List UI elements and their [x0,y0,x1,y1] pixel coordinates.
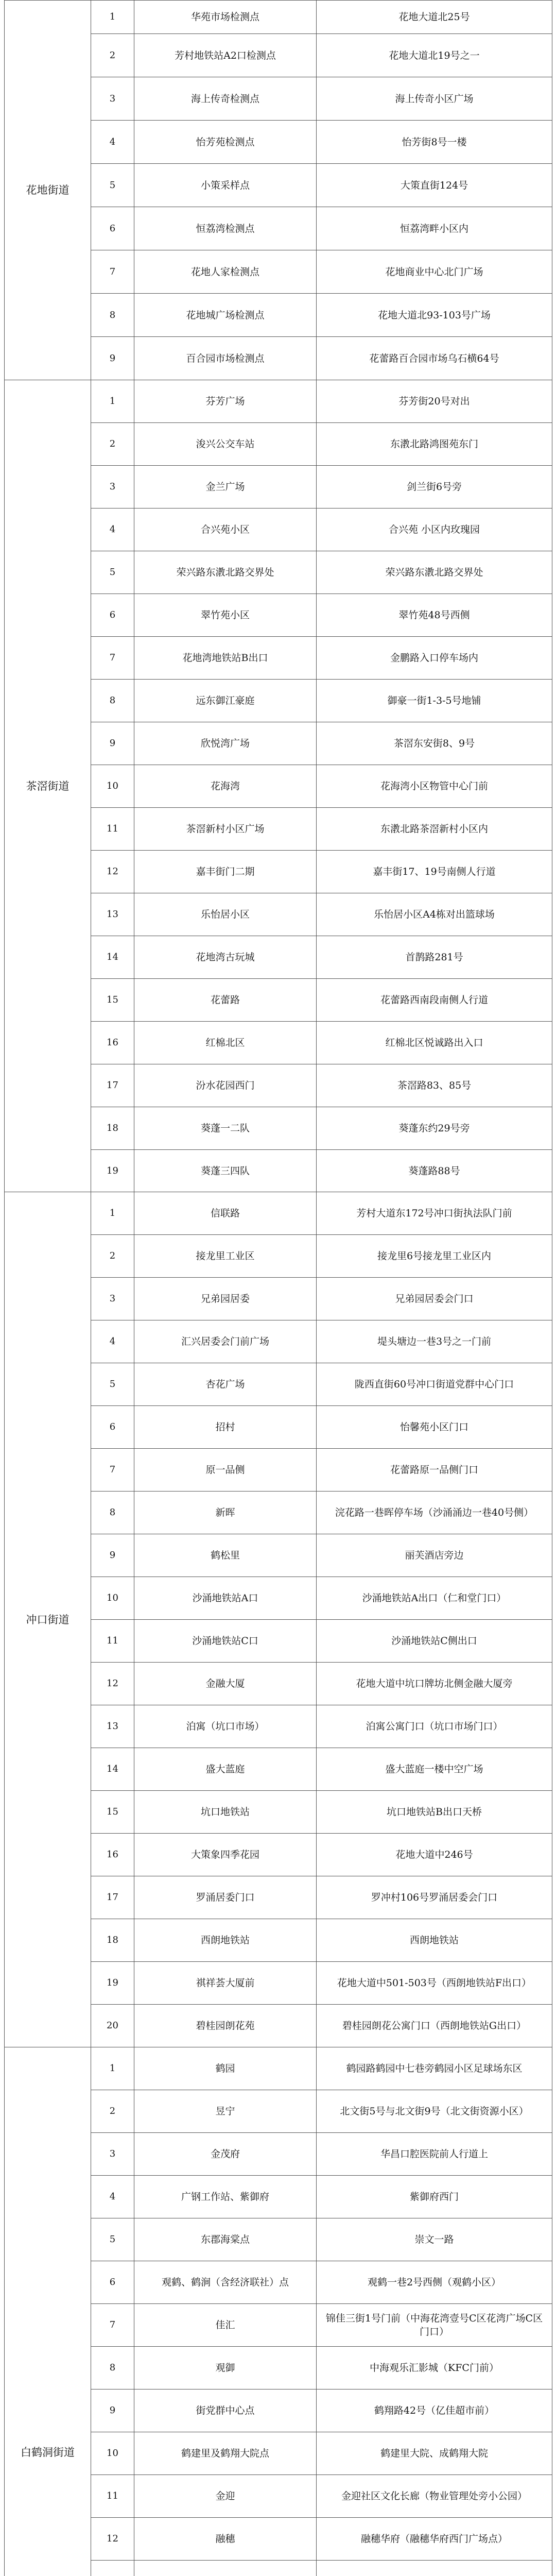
row-number-cell: 2 [91,2090,134,2133]
row-number-cell: 1 [91,2047,134,2090]
row-number-cell: 5 [91,551,134,594]
site-address-cell: 嘉丰街17、19号南侧人行道 [317,851,552,893]
site-name-cell: 信联路 [134,1192,317,1235]
site-address-cell: 沙涌地铁站C侧出口 [317,1620,552,1663]
site-name-cell: 鹤松里 [134,1534,317,1577]
row-number-cell: 2 [91,423,134,466]
row-number-cell: 19 [91,1150,134,1192]
table-body [5,1,552,2576]
site-address-cell: 崇文一路 [317,2218,552,2261]
row-number-cell: 16 [91,1022,134,1064]
site-name-cell: 观鹤、鹤涧（含经济联社）点 [134,2261,317,2304]
site-name-cell: 鹤建里及鹤翔大院点 [134,2432,317,2475]
testing-sites-table [4,0,552,2576]
site-name-cell: 花地城广场检测点 [134,294,317,337]
site-name-cell: 大策象四季花园 [134,1834,317,1876]
site-address-cell: 紫御府西门 [317,2176,552,2218]
row-number-cell: 2 [91,1235,134,1278]
site-name-cell: 华苑市场检测点 [134,1,317,34]
site-name-cell: 接龙里工业区 [134,1235,317,1278]
row-number-cell: 7 [91,637,134,680]
row-number-cell: 16 [91,1834,134,1876]
site-address-cell [317,2561,552,2576]
site-name-cell: 芳村地铁站A2口检测点 [134,34,317,77]
site-address-cell: 茶滘东安街8、9号 [317,722,552,765]
site-name-cell: 金融大厦 [134,1663,317,1705]
site-name-cell: 盛大蓝庭 [134,1748,317,1791]
row-number-cell: 5 [91,164,134,207]
row-number-cell: 8 [91,294,134,337]
site-name-cell: 芬芳广场 [134,380,317,423]
site-address-cell: 花蕾路西南段南侧人行道 [317,979,552,1022]
site-address-cell: 大策直街124号 [317,164,552,207]
site-name-cell: 金茂府 [134,2133,317,2176]
site-name-cell: 昱宁 [134,2090,317,2133]
site-address-cell: 西朗地铁站 [317,1919,552,1962]
row-number-cell: 5 [91,2218,134,2261]
site-name-cell: 融穗 [134,2518,317,2561]
row-number-cell: 3 [91,77,134,121]
site-address-cell: 堤头塘边一巷3号之一门前 [317,1320,552,1363]
site-name-cell: 茶滘新村小区广场 [134,808,317,851]
site-address-cell: 金迎社区文化长廊（物业管理处旁小公园） [317,2475,552,2518]
site-address-cell: 荣兴路东漖北路交界处 [317,551,552,594]
site-name-cell: 招村 [134,1406,317,1449]
site-address-cell: 坑口地铁站B出口天桥 [317,1791,552,1834]
site-name-cell: 沙涌地铁站A口 [134,1577,317,1620]
site-address-cell: 锦佳三街1号门前（中海花湾壹号C区花湾广场C区门口） [317,2304,552,2347]
site-name-cell: 兄弟园居委 [134,1278,317,1320]
site-address-cell: 碧桂园朗花公寓门口（西朗地铁站G出口） [317,2005,552,2047]
site-address-cell: 芳村大道东172号冲口街执法队门前 [317,1192,552,1235]
site-address-cell: 红棉北区悦诚路出入口 [317,1022,552,1064]
row-number-cell: 12 [91,2518,134,2561]
site-name-cell: 祺祥荟大厦前 [134,1962,317,2005]
row-number-cell: 3 [91,1278,134,1320]
site-name-cell: 街党群中心点 [134,2389,317,2432]
row-number-cell: 11 [91,808,134,851]
row-number-cell: 8 [91,2347,134,2389]
district-name-cell: 花地街道 [5,1,91,380]
site-name-cell: 碧桂园朗花苑 [134,2005,317,2047]
site-name-cell: 翠竹苑小区 [134,594,317,637]
row-number-cell: 14 [91,1748,134,1791]
site-name-cell: 东郡海棠点 [134,2218,317,2261]
table-row [5,1192,552,1235]
row-number-cell: 17 [91,1064,134,1107]
row-number-cell: 6 [91,1406,134,1449]
site-address-cell: 剑兰街6号旁 [317,466,552,509]
row-number-cell: 4 [91,121,134,164]
site-name-cell: 嘉丰街门二期 [134,851,317,893]
site-name-cell: 花蕾路 [134,979,317,1022]
site-address-cell: 茶滘路83、85号 [317,1064,552,1107]
site-name-cell: 沙涌地铁站C口 [134,1620,317,1663]
site-name-cell: 花地湾古玩城 [134,936,317,979]
site-address-cell: 花海湾小区物管中心门前 [317,765,552,808]
site-address-cell: 乐怡居小区A4栋对出篮球场 [317,893,552,936]
row-number-cell: 19 [91,1962,134,2005]
row-number-cell: 18 [91,1107,134,1150]
row-number-cell: 4 [91,509,134,551]
site-address-cell: 丽芙酒店旁边 [317,1534,552,1577]
site-name-cell: 葵蓬三四队 [134,1150,317,1192]
site-address-cell: 融穗华府（融穗华府西门广场点） [317,2518,552,2561]
site-name-cell: 杏花广场 [134,1363,317,1406]
site-name-cell: 广钢工作站、紫御府 [134,2176,317,2218]
row-number-cell: 15 [91,979,134,1022]
district-name-cell: 茶滘街道 [5,380,91,1192]
site-address-cell: 观鹤一巷2号西侧（观鹤小区） [317,2261,552,2304]
row-number-cell: 17 [91,1876,134,1919]
row-number-cell: 15 [91,1791,134,1834]
row-number-cell: 6 [91,2261,134,2304]
row-number-cell: 11 [91,2475,134,2518]
site-name-cell: 鹤园 [134,2047,317,2090]
site-name-cell: 泊寓（坑口市场） [134,1705,317,1748]
site-address-cell: 罗冲村106号罗涌居委会门口 [317,1876,552,1919]
site-address-cell: 沙涌地铁站A出口（仁和堂门口） [317,1577,552,1620]
site-name-cell: 佳汇 [134,2304,317,2347]
site-name-cell: 荣兴路东漖北路交界处 [134,551,317,594]
row-number-cell: 1 [91,380,134,423]
row-number-cell: 14 [91,936,134,979]
site-name-cell: 西朗地铁站 [134,1919,317,1962]
site-address-cell: 怡芳街8号一楼 [317,121,552,164]
row-number-cell: 8 [91,1492,134,1534]
site-name-cell: 远东御江豪庭 [134,680,317,722]
site-address-cell: 花蕾路百合园市场乌石横64号 [317,337,552,380]
site-address-cell: 芬芳街20号对出 [317,380,552,423]
row-number-cell: 1 [91,1,134,34]
site-address-cell: 花地大道北25号 [317,1,552,34]
site-name-cell: 金迎 [134,2475,317,2518]
row-number-cell: 10 [91,1577,134,1620]
site-address-cell: 恒荔湾畔小区内 [317,207,552,250]
site-address-cell: 花蕾路原一品侧门口 [317,1449,552,1492]
table-row [5,2047,552,2090]
site-name-cell: 新晖 [134,1492,317,1534]
site-address-cell: 华昌口腔医院前人行道上 [317,2133,552,2176]
district-name-cell: 白鹤洞街道 [5,2047,91,2576]
row-number-cell: 11 [91,1620,134,1663]
site-address-cell: 怡馨苑小区门口 [317,1406,552,1449]
row-number-cell: 12 [91,1663,134,1705]
site-address-cell: 花地商业中心北门广场 [317,250,552,294]
site-name-cell: 恒荔湾检测点 [134,207,317,250]
testing-sites-table-sheet [4,0,552,2576]
row-number-cell: 7 [91,250,134,294]
site-address-cell: 首鹊路281号 [317,936,552,979]
site-address-cell: 花地大道北19号之一 [317,34,552,77]
site-address-cell: 盛大蓝庭一楼中空广场 [317,1748,552,1791]
site-address-cell: 海上传奇小区广场 [317,77,552,121]
site-address-cell: 鹤建里大院、成鹤翔大院 [317,2432,552,2475]
district-name-cell: 冲口街道 [5,1192,91,2047]
row-number-cell: 9 [91,722,134,765]
site-address-cell: 鹤翔路42号（亿佳超市前） [317,2389,552,2432]
site-address-cell: 鹤园路鹤园中七巷旁鹤园小区足球场东区 [317,2047,552,2090]
site-name-cell: 合兴苑小区 [134,509,317,551]
site-address-cell: 兄弟园居委会门口 [317,1278,552,1320]
row-number-cell: 7 [91,1449,134,1492]
site-name-cell: 原一品侧 [134,1449,317,1492]
site-name-cell: 花地湾地铁站B出口 [134,637,317,680]
row-number-cell: 13 [91,1705,134,1748]
site-name-cell: 百合园市场检测点 [134,337,317,380]
site-address-cell: 泊寓公寓门口（坑口市场门口） [317,1705,552,1748]
site-address-cell: 东漖北路茶滘新村小区内 [317,808,552,851]
site-name-cell: 葵蓬一二队 [134,1107,317,1150]
site-name-cell [134,2561,317,2576]
row-number-cell: 3 [91,2133,134,2176]
row-number-cell: 20 [91,2005,134,2047]
table-row [5,380,552,423]
row-number-cell: 5 [91,1363,134,1406]
row-number-cell: 4 [91,2176,134,2218]
site-name-cell: 坑口地铁站 [134,1791,317,1834]
row-number-cell: 9 [91,1534,134,1577]
site-name-cell: 红棉北区 [134,1022,317,1064]
site-address-cell: 葵蓬路88号 [317,1150,552,1192]
site-name-cell: 观御 [134,2347,317,2389]
row-number-cell: 7 [91,2304,134,2347]
site-address-cell: 花地大道中501-503号（西朗地铁站F出口） [317,1962,552,2005]
row-number-cell: 9 [91,2389,134,2432]
site-name-cell: 金兰广场 [134,466,317,509]
site-name-cell: 花地人家检测点 [134,250,317,294]
row-number-cell: 2 [91,34,134,77]
row-number-cell: 10 [91,765,134,808]
site-address-cell: 金鹏路入口停车场内 [317,637,552,680]
site-address-cell: 中海观乐汇影城（KFC门前） [317,2347,552,2389]
site-name-cell: 花海湾 [134,765,317,808]
row-number-cell: 6 [91,594,134,637]
row-number-cell: 8 [91,680,134,722]
row-number-cell: 6 [91,207,134,250]
site-address-cell: 花地大道中坑口牌坊北侧金融大厦旁 [317,1663,552,1705]
site-address-cell: 接龙里6号接龙里工业区内 [317,1235,552,1278]
row-number-cell: 18 [91,1919,134,1962]
site-name-cell: 小策采样点 [134,164,317,207]
row-number-cell: 12 [91,851,134,893]
site-address-cell: 御豪一街1-3-5号地铺 [317,680,552,722]
site-name-cell: 海上传奇检测点 [134,77,317,121]
site-address-cell: 合兴苑 小区内玫瑰园 [317,509,552,551]
site-address-cell: 花地大道中246号 [317,1834,552,1876]
row-number-cell: 1 [91,1192,134,1235]
site-name-cell: 欣悦湾广场 [134,722,317,765]
table-row [5,1,552,34]
site-name-cell: 汾水花园西门 [134,1064,317,1107]
site-name-cell: 怡芳苑检测点 [134,121,317,164]
row-number-cell: 13 [91,893,134,936]
site-address-cell: 陇西直街60号冲口街道党群中心门口 [317,1363,552,1406]
site-address-cell: 北文街5号与北文街9号（北文街资源小区） [317,2090,552,2133]
site-name-cell: 浚兴公交车站 [134,423,317,466]
site-address-cell: 葵蓬东约29号旁 [317,1107,552,1150]
row-number-cell: 10 [91,2432,134,2475]
site-address-cell: 浣花路一巷晖停车场（沙涌涌边一巷40号侧） [317,1492,552,1534]
site-name-cell: 汇兴居委会门前广场 [134,1320,317,1363]
site-address-cell: 东漖北路鸿图苑东门 [317,423,552,466]
row-number-cell: 4 [91,1320,134,1363]
row-number-cell: 3 [91,466,134,509]
site-address-cell: 翠竹苑48号西侧 [317,594,552,637]
site-address-cell: 花地大道北93-103号广场 [317,294,552,337]
site-name-cell: 罗涌居委门口 [134,1876,317,1919]
row-number-cell [91,2561,134,2576]
site-name-cell: 乐怡居小区 [134,893,317,936]
row-number-cell: 9 [91,337,134,380]
